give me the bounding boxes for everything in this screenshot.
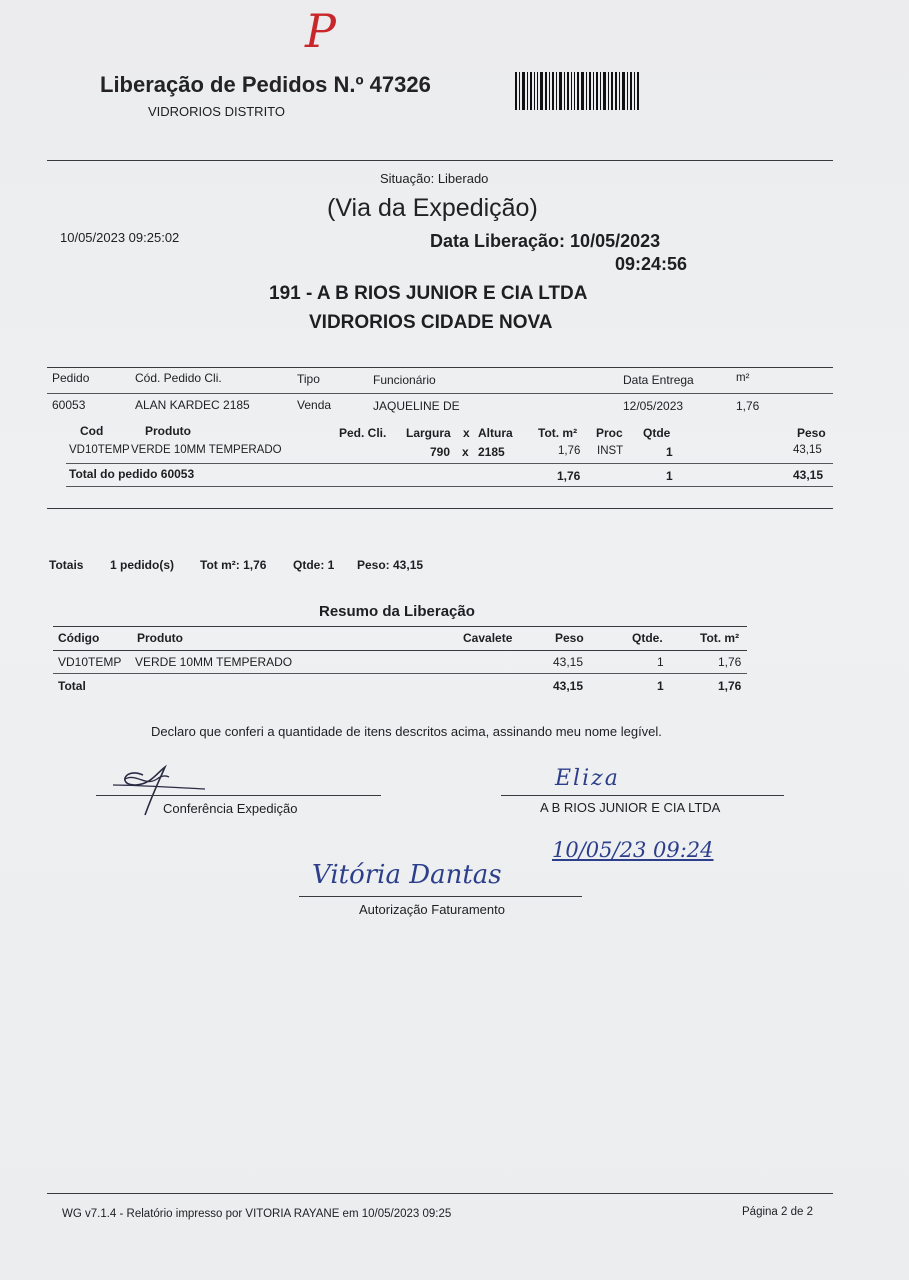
totals-tot-m2: Tot m²: 1,76	[200, 558, 267, 572]
item-col-largura: Largura	[406, 426, 451, 440]
resumo-title: Resumo da Liberação	[319, 603, 475, 620]
item-col-peso: Peso	[797, 426, 826, 440]
barcode-icon	[515, 72, 653, 110]
cliente-label: A B RIOS JUNIOR E CIA LTDA	[540, 800, 721, 815]
footer-page-number: Página 2 de 2	[742, 1206, 813, 1218]
totals-pedidos: 1 pedido(s)	[110, 558, 175, 572]
resumo-total-peso: 43,15	[553, 679, 584, 693]
item-col-produto: Produto	[145, 424, 191, 438]
resumo-col-qtde: Qtde.	[632, 631, 663, 645]
cliente-line	[501, 795, 784, 796]
autorizacao-line	[299, 896, 582, 897]
conferencia-line	[96, 795, 381, 796]
header-divider	[47, 160, 833, 161]
item-col-x: x	[463, 426, 470, 440]
resumo-col-produto: Produto	[137, 631, 183, 645]
col-pedido: Pedido	[52, 371, 90, 385]
order-table-bottom	[47, 508, 833, 509]
order-cod-pedido-cli: ALAN KARDEC 2185	[135, 398, 250, 412]
totals-qtde: Qtde: 1	[293, 558, 335, 572]
resumo-row-peso: 43,15	[553, 655, 584, 669]
resumo-total-divider	[53, 673, 747, 674]
item-x: x	[462, 445, 469, 459]
resumo-row-codigo: VD10TEMP	[58, 655, 122, 669]
col-funcionario: Funcionário	[373, 373, 436, 387]
item-altura: 2185	[478, 445, 505, 459]
resumo-col-tot-m2: Tot. m²	[700, 631, 740, 645]
resumo-row-qtde: 1	[657, 655, 664, 669]
order-header-divider	[47, 393, 833, 394]
item-col-qtde: Qtde	[643, 426, 671, 440]
item-qtde: 1	[666, 445, 673, 459]
order-total-tot-m2: 1,76	[557, 469, 581, 483]
printed-timestamp: 10/05/2023 09:25:02	[60, 230, 180, 245]
client-store: VIDRORIOS CIDADE NOVA	[309, 312, 553, 333]
col-tipo: Tipo	[297, 372, 320, 386]
client-name: 191 - A B RIOS JUNIOR E CIA LTDA	[269, 283, 588, 304]
item-largura: 790	[430, 445, 451, 459]
handwritten-date: 10/05/23 09:24	[552, 838, 714, 862]
status-situacao: Situação: Liberado	[380, 171, 489, 186]
totals-peso: Peso: 43,15	[357, 558, 424, 572]
col-data-entrega: Data Entrega	[623, 373, 694, 387]
via-title: (Via da Expedição)	[327, 194, 538, 222]
document-title: Liberação de Pedidos N.º 47326	[100, 72, 431, 97]
resumo-row-produto: VERDE 10MM TEMPERADO	[135, 655, 293, 669]
item-peso: 43,15	[793, 444, 822, 456]
totals-label: Totais	[49, 558, 84, 572]
conferencia-label: Conferência Expedição	[163, 801, 298, 816]
item-col-altura: Altura	[478, 426, 513, 440]
resumo-header-divider	[53, 650, 747, 651]
order-table-top	[47, 367, 833, 368]
resumo-total-label: Total	[58, 679, 86, 693]
resumo-total-qtde: 1	[657, 679, 664, 693]
handwritten-mark: P	[305, 4, 336, 58]
autorizacao-signature: Vitória Dantas	[312, 860, 502, 890]
resumo-col-cavalete: Cavalete	[463, 631, 513, 645]
release-time: 09:24:56	[615, 254, 688, 274]
release-date: Data Liberação: 10/05/2023	[430, 231, 661, 251]
item-col-proc: Proc	[596, 426, 623, 440]
resumo-row-tot-m2: 1,76	[718, 655, 742, 669]
resumo-top	[53, 626, 747, 627]
order-total-qtde: 1	[666, 469, 673, 483]
order-tipo: Venda	[297, 398, 332, 412]
resumo-total-tot-m2: 1,76	[718, 679, 742, 693]
autorizacao-label: Autorização Faturamento	[359, 902, 505, 917]
resumo-col-codigo: Código	[58, 631, 100, 645]
col-cod-pedido-cli: Cód. Pedido Cli.	[135, 371, 222, 385]
order-pedido: 60053	[52, 398, 86, 412]
order-total-label: Total do pedido 60053	[69, 467, 195, 481]
issuer-company: VIDRORIOS DISTRITO	[148, 104, 285, 119]
item-proc: INST	[597, 445, 624, 457]
order-funcionario: JAQUELINE DE	[373, 399, 460, 413]
cliente-signature: Eliza	[555, 766, 620, 791]
item-tot-m2: 1,76	[558, 445, 581, 457]
order-m2: 1,76	[736, 399, 760, 413]
item-produto: VERDE 10MM TEMPERADO	[131, 444, 282, 456]
item-cod: VD10TEMP	[69, 444, 130, 456]
footer-report-info: WG v7.1.4 - Relatório impresso por VITORIA RAYANE em 10/05/2023 09:25	[62, 1208, 452, 1220]
item-total-divider	[66, 463, 833, 464]
order-data-entrega: 12/05/2023	[623, 399, 684, 413]
declaration-text: Declaro que conferi a quantidade de itens descritos acima, assinando meu nome legível.	[151, 724, 662, 739]
order-total-peso: 43,15	[793, 468, 824, 482]
item-col-ped-cli: Ped. Cli.	[339, 426, 387, 440]
order-total-underline	[66, 486, 833, 487]
item-col-tot-m2: Tot. m²	[538, 426, 578, 440]
item-col-cod: Cod	[80, 424, 104, 438]
col-m2: m²	[736, 372, 750, 384]
footer-divider	[47, 1193, 833, 1194]
resumo-col-peso: Peso	[555, 631, 584, 645]
